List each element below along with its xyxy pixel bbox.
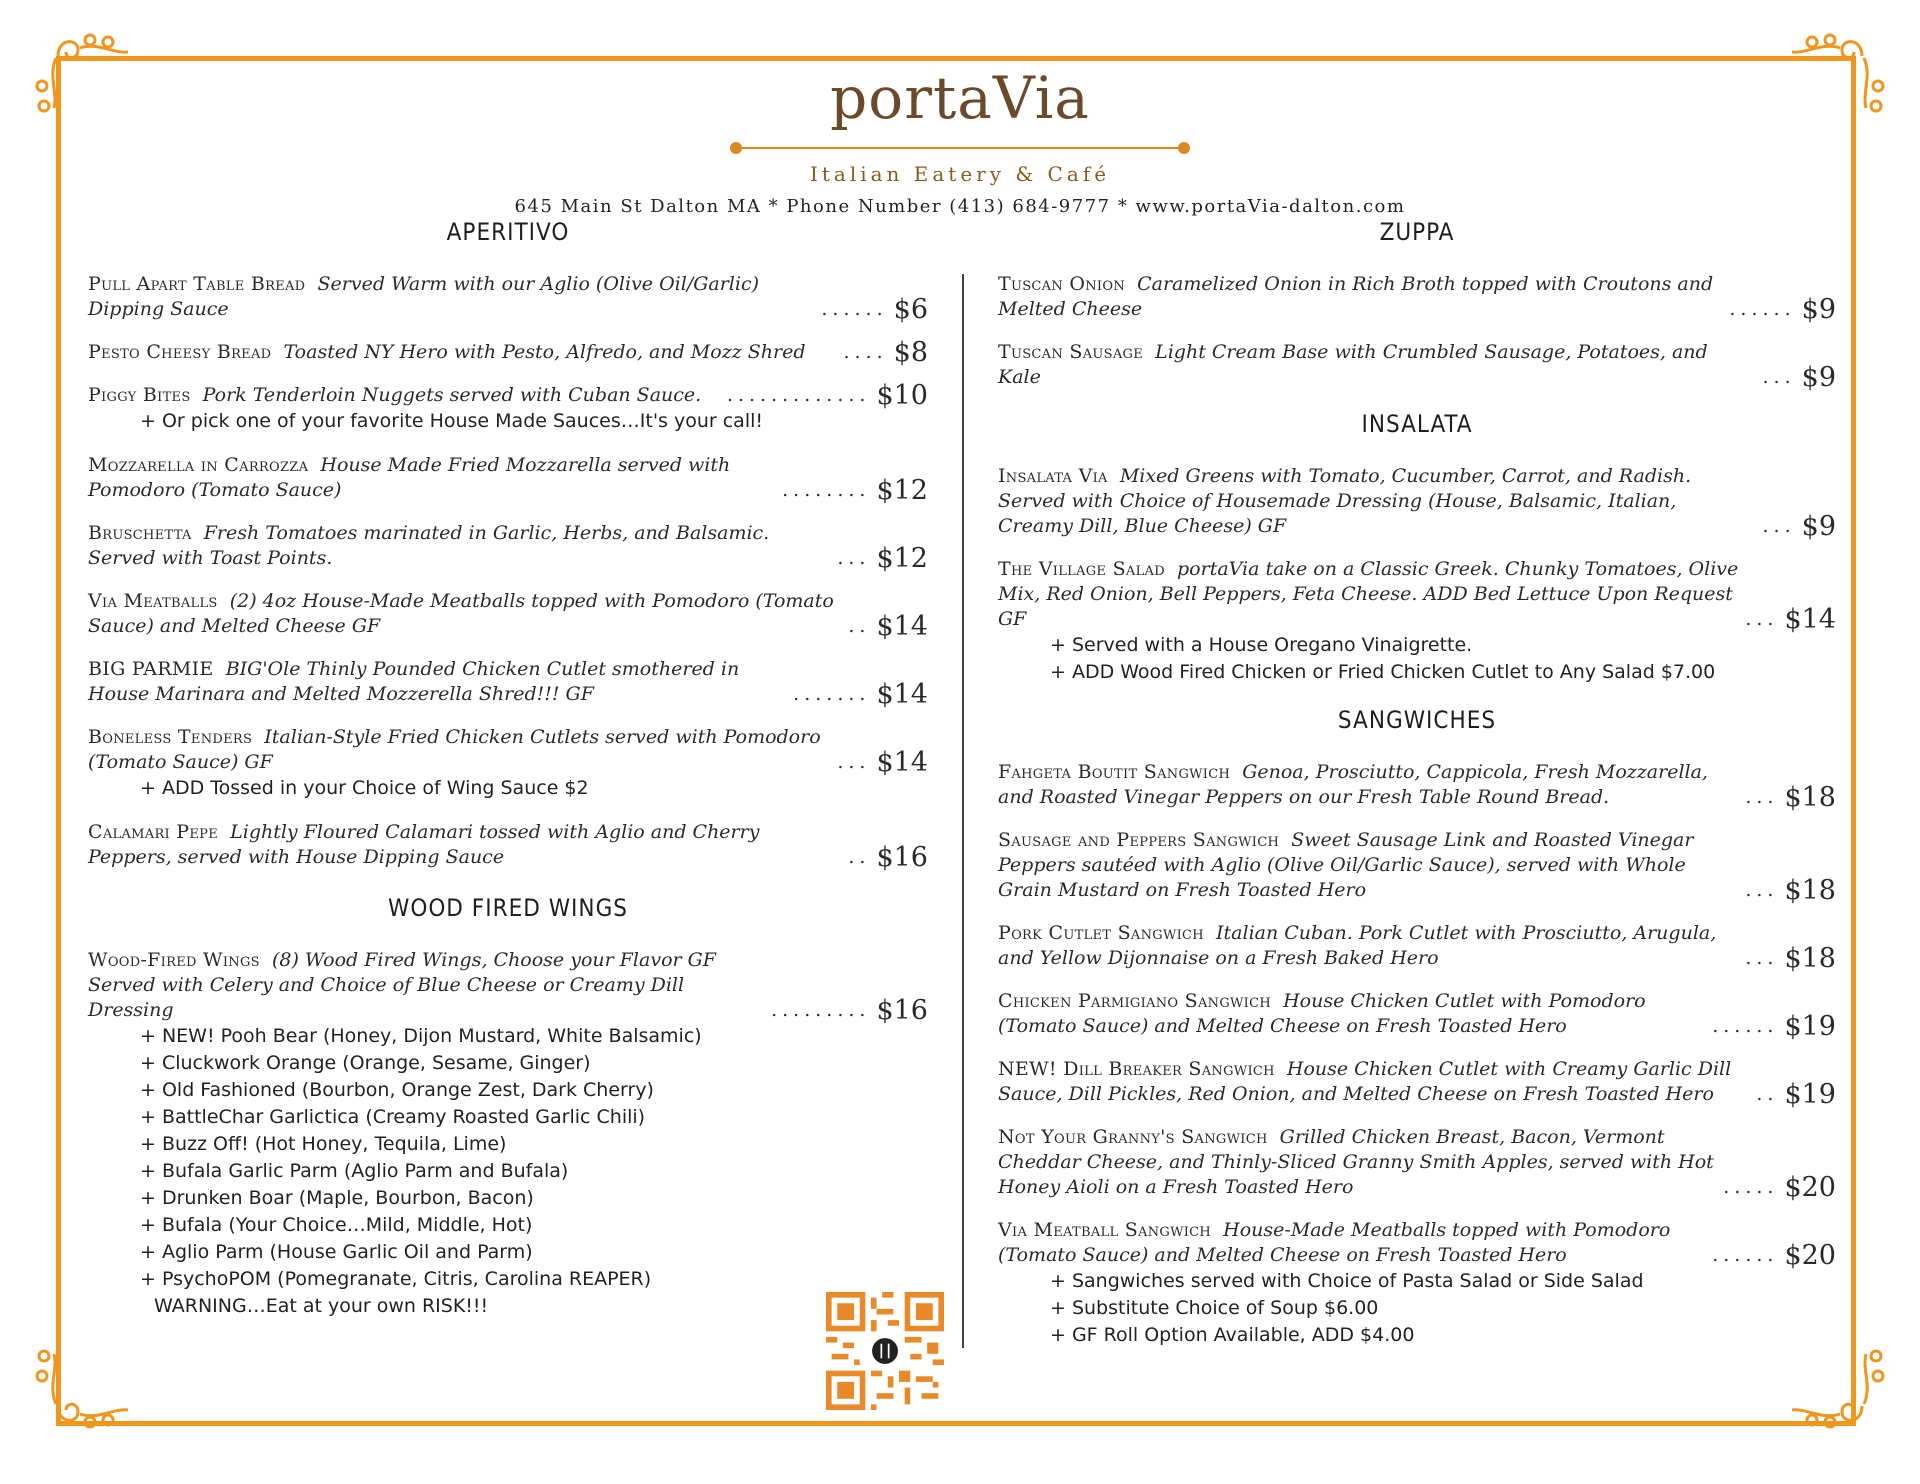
- menu-item: Via Meatballs (2) 4oz House-Made Meatballs topped with Pomodoro (Tomato Sauce) and Melted Cheese GF .. $14: [88, 590, 928, 642]
- menu-item: NEW! Dill Breaker Sangwich House Chicken Cutlet with Creamy Garlic Dill Sauce, Dill Pickles, Red Onion, and Melted Cheese on Fresh Toasted Hero .. $19: [998, 1058, 1836, 1110]
- menu-item: Calamari Pepe Lightly Floured Calamari tossed with Aglio and Cherry Peppers, served with House Dipping Sauce .. $16: [88, 821, 928, 873]
- item-price: $14: [876, 679, 928, 710]
- wing-flavor: + Bufala Garlic Parm (Aglio Parm and Bufala): [140, 1160, 569, 1182]
- menu-item: Tuscan Onion Caramelized Onion in Rich Broth topped with Croutons and Melted Cheese ...... $9: [998, 273, 1836, 325]
- item-price: $18: [1784, 875, 1836, 906]
- wing-flavor: + Buzz Off! (Hot Honey, Tequila, Lime): [140, 1133, 507, 1155]
- column-divider: [962, 274, 964, 1348]
- item-price: $12: [876, 475, 928, 506]
- menu-item: Wood-Fired Wings (8) Wood Fired Wings, Choose your Flavor GF Served with Celery and Choice of Blue Cheese or Creamy Dill Dressing ......... $16 + NEW! Pooh Bear (Honey, Dijon Mustard, White Balsamic) + Cluckwork Orange (Orange, Sesame, Ginger) + Old Fashioned (Bourbon, Orange Zest, Dark Cherry) + BattleChar Garlictica (Creamy Roasted Garlic Chili) + Buzz Off! (Hot Honey, Tequila, Lime) + Bufala Garlic Parm (Aglio Parm and Bufala) + Drunken Boar (Maple, Bourbon, Bacon) + Bufala (Your Choice…Mild, Middle, Hot) + Aglio Parm (House Garlic Oil and Parm) + PsychoPOM (Pomegranate, Citris, Carolina REAPER) WARNING…Eat at your own RISK!!!: [88, 948, 928, 1320]
- item-price: $8: [893, 337, 928, 368]
- menu-item: The Village Salad portaVia take on a Classic Greek. Chunky Tomatoes, Olive Mix, Red Onion, Bell Peppers, Feta Cheese. ADD Bed Lettuce Upon Request GF ... $14 + Served with a House Oregano Vinaigrette. + ADD Wood Fired Chicken or Fried Chicken Cutlet to Any Salad $7.00: [998, 557, 1836, 686]
- menu-item: Fahgeta Boutit Sangwich Genoa, Prosciutto, Cappicola, Fresh Mozzarella, and Roasted Vinegar Peppers on our Fresh Table Round Bread. ... $18: [998, 761, 1836, 813]
- item-price: $16: [876, 995, 928, 1026]
- wing-flavor: + Drunken Boar (Maple, Bourbon, Bacon): [140, 1187, 534, 1209]
- brand-divider: [730, 140, 1190, 156]
- contact-info: 645 Main St Dalton MA * Phone Number (413) 684-9777 * www.portaVia-dalton.com: [514, 196, 1406, 217]
- menu-item: Insalata Via Mixed Greens with Tomato, Cucumber, Carrot, and Radish. Served with Choice of Housemade Dressing (House, Balsamic, Italian, Creamy Dill, Blue Cheese) GF ... $9: [998, 465, 1836, 542]
- item-addon: + Served with a House Oregano Vinaigrette.: [1050, 634, 1473, 656]
- corner-flourish-icon: [18, 1324, 138, 1444]
- wing-warning: WARNING…Eat at your own RISK!!!: [154, 1295, 489, 1317]
- qr-code-icon[interactable]: [826, 1292, 944, 1410]
- item-addon: + Or pick one of your favorite House Made Sauces…It's your call!: [140, 410, 764, 432]
- item-price: $18: [1784, 943, 1836, 974]
- menu-item: Not Your Granny's Sangwich Grilled Chicken Breast, Bacon, Vermont Cheddar Cheese, and Thinly-Sliced Granny Smith Apples, served with Hot Honey Aioli on a Fresh Toasted Hero ..... $20: [998, 1126, 1836, 1203]
- menu-item: Tuscan Sausage Light Cream Base with Crumbled Sausage, Potatoes, and Kale ... $9: [998, 341, 1836, 393]
- wing-flavor: + Aglio Parm (House Garlic Oil and Parm): [140, 1241, 533, 1263]
- item-price: $12: [876, 543, 928, 574]
- item-price: $10: [876, 380, 928, 411]
- menu-item: Via Meatball Sangwich House-Made Meatballs topped with Pomodoro (Tomato Sauce) and Melted Cheese on Fresh Toasted Hero ...... $20 + Sangwiches served with Choice of Pasta Salad or Side Salad + Substitute Choice of Soup $6.00 + GF Roll Option Available, ADD $4.00: [998, 1218, 1836, 1349]
- divider-dot-icon: [730, 142, 742, 154]
- item-price: $9: [1801, 362, 1836, 393]
- brand-name: portaVia: [830, 64, 1090, 132]
- menu-item: BIG PARMIE BIG'Ole Thinly Pounded Chicken Cutlet smothered in House Marinara and Melted Mozzerella Shred!!! GF ....... $14: [88, 658, 928, 710]
- item-price: $18: [1784, 782, 1836, 813]
- item-price: $16: [876, 842, 928, 873]
- right-column: [998, 218, 1836, 1367]
- item-addon: + GF Roll Option Available, ADD $4.00: [1050, 1324, 1415, 1346]
- item-price: $19: [1784, 1079, 1836, 1110]
- wing-flavor: + Cluckwork Orange (Orange, Sesame, Ginger): [140, 1052, 591, 1074]
- menu-item: Mozzarella in Carrozza House Made Fried Mozzarella served with Pomodoro (Tomato Sauce) ........ $12: [88, 454, 928, 506]
- section-title-insalata: INSALATA: [1361, 410, 1473, 438]
- menu-item: Chicken Parmigiano Sangwich House Chicken Cutlet with Pomodoro (Tomato Sauce) and Melted Cheese on Fresh Toasted Hero ...... $19: [998, 990, 1836, 1042]
- wing-flavor: + BattleChar Garlictica (Creamy Roasted Garlic Chili): [140, 1106, 646, 1128]
- item-price: $20: [1784, 1240, 1836, 1271]
- item-addon: + ADD Wood Fired Chicken or Fried Chicken Cutlet to Any Salad $7.00: [1050, 661, 1716, 683]
- menu-item: Pesto Cheesy Bread Toasted NY Hero with Pesto, Alfredo, and Mozz Shred .... $8: [88, 337, 928, 368]
- left-column: [88, 218, 928, 1338]
- item-addon: + ADD Tossed in your Choice of Wing Sauce $2: [140, 777, 589, 799]
- item-addon: + Sangwiches served with Choice of Pasta Salad or Side Salad: [1050, 1270, 1644, 1292]
- menu-item: Boneless Tenders Italian-Style Fried Chicken Cutlets served with Pomodoro (Tomato Sauce) GF ... $14 + ADD Tossed in your Choice of Wing Sauce $2: [88, 725, 928, 802]
- item-price: $19: [1784, 1011, 1836, 1042]
- item-price: $20: [1784, 1172, 1836, 1203]
- item-price: $6: [893, 294, 928, 325]
- brand-tagline: Italian Eatery & Café: [809, 162, 1111, 186]
- wing-flavor: + PsychoPOM (Pomegranate, Citris, Carolina REAPER): [140, 1268, 652, 1290]
- menu-header: [0, 62, 1920, 217]
- wing-flavor: + Old Fashioned (Bourbon, Orange Zest, Dark Cherry): [140, 1079, 654, 1101]
- item-price: $14: [1784, 604, 1836, 635]
- item-price: $14: [876, 611, 928, 642]
- menu-item: Bruschetta Fresh Tomatoes marinated in Garlic, Herbs, and Balsamic. Served with Toast Points. ... $12: [88, 522, 928, 574]
- item-price: $14: [876, 747, 928, 778]
- divider-dot-icon: [1178, 142, 1190, 154]
- section-title-wings: WOOD FIRED WINGS: [387, 894, 629, 922]
- item-price: $9: [1801, 511, 1836, 542]
- section-title-aperitivo: APERITIVO: [446, 218, 570, 246]
- menu-item: Pull Apart Table Bread Served Warm with our Aglio (Olive Oil/Garlic) Dipping Sauce ...... $6: [88, 273, 928, 325]
- menu-item: Sausage and Peppers Sangwich Sweet Sausage Link and Roasted Vinegar Peppers sautéed with Aglio (Olive Oil/Garlic Sauce), served with Whole Grain Mustard on Fresh Toasted Hero ... $18: [998, 829, 1836, 906]
- wing-flavor: + Bufala (Your Choice…Mild, Middle, Hot): [140, 1214, 533, 1236]
- item-addon: + Substitute Choice of Soup $6.00: [1050, 1297, 1379, 1319]
- section-title-zuppa: ZUPPA: [1379, 218, 1455, 246]
- section-title-sangwiches: SANGWICHES: [1337, 706, 1497, 734]
- menu-item: Pork Cutlet Sangwich Italian Cuban. Pork Cutlet with Prosciutto, Arugula, and Yellow Dijonnaise on a Fresh Baked Hero ... $18: [998, 922, 1836, 974]
- menu-item: Piggy Bites Pork Tenderloin Nuggets served with Cuban Sauce. ............. $10 + Or pick one of your favorite House Made Sauces…It's your call!: [88, 383, 928, 435]
- item-price: $9: [1801, 294, 1836, 325]
- wing-flavor: + NEW! Pooh Bear (Honey, Dijon Mustard, White Balsamic): [140, 1025, 702, 1047]
